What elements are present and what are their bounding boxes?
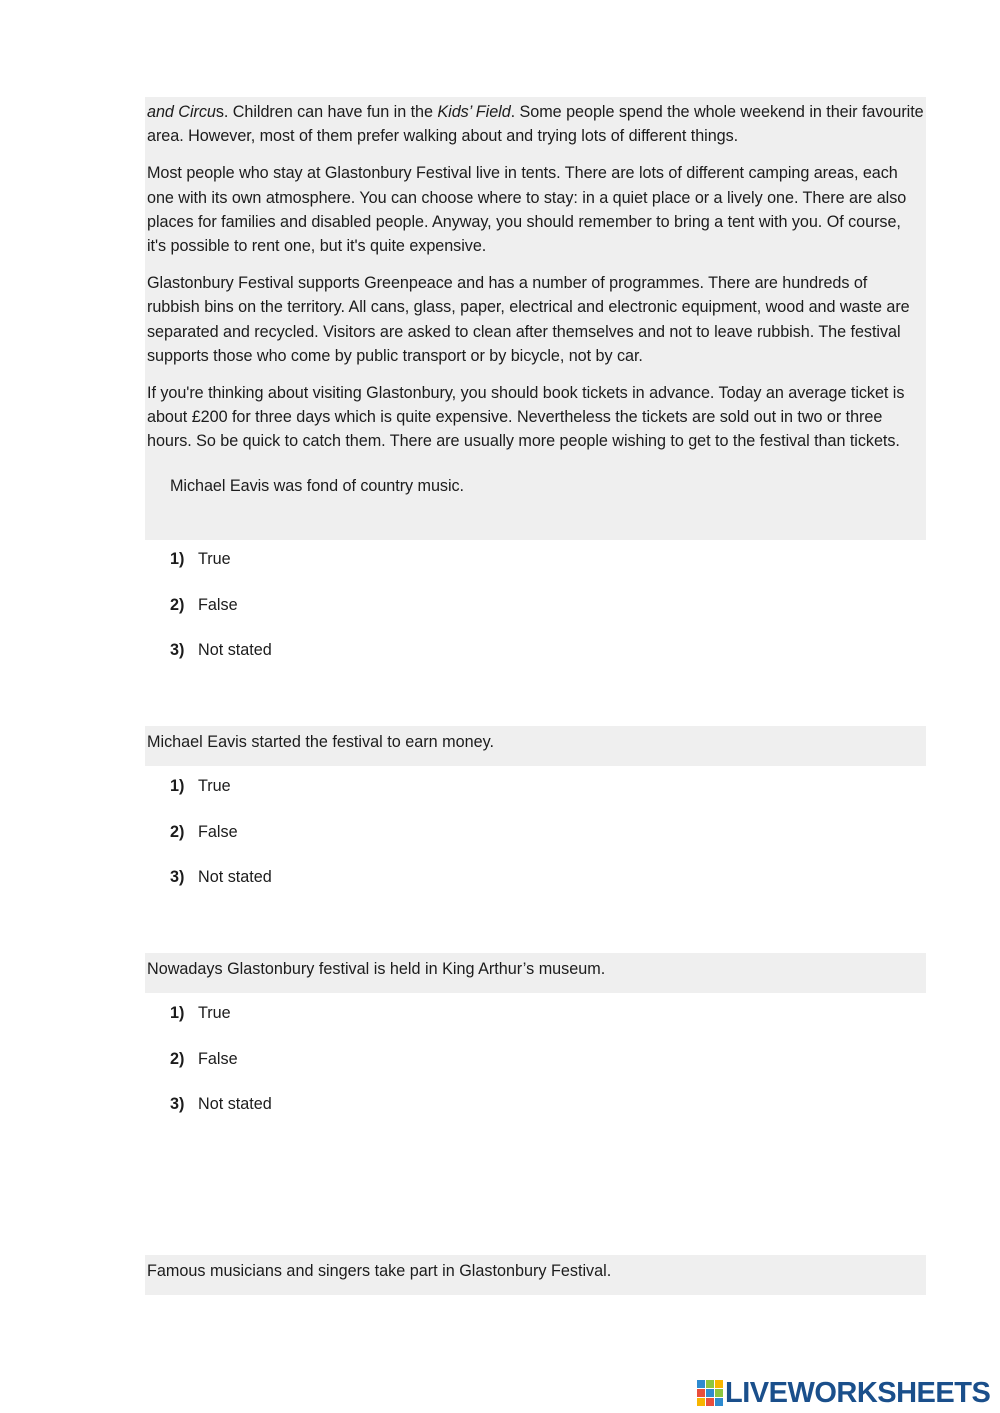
answer-option[interactable]: 3) Not stated [170,868,272,886]
paragraph-1: and Circus. Children can have fun in the Kids’ Field. Some people spend the whole weekend in their favourite area. However, most of them prefer walking about and trying lots of different things. [147,103,924,146]
answer-option[interactable]: 2) False [170,1049,238,1068]
question-1-statement: Michael Eavis was fond of country music. [170,476,464,495]
liveworksheets-logo [697,1376,990,1410]
answer-option[interactable]: 1) True [170,1004,231,1022]
question-1-options [170,548,272,685]
question-2-options [170,775,272,912]
liveworksheets-logo-icon [697,1380,723,1406]
answer-option[interactable]: 3) Not stated [170,641,272,659]
question-4-statement: Famous musicians and singers take part in Glastonbury Festival. [145,1255,926,1295]
reading-passage [145,97,926,540]
answer-option[interactable]: 2) False [170,822,238,841]
logo-wordmark: LIVEWORKSHEETS [725,1376,991,1409]
question-2-statement: Michael Eavis started the festival to earn money. [145,726,926,766]
answer-option[interactable]: 1) True [170,777,231,795]
paragraph-2: Most people who stay at Glastonbury Festival live in tents. There are lots of different camping areas, each one with its own atmosphere. You can choose where to stay: in a quiet place or a lively one. There are also places for families and disabled people. Anyway, you should remember to bring a tent with you. Of course, it's possible to rent one, but it's quite expensive. [147,164,907,256]
paragraph-4: If you're thinking about visiting Glastonbury, you should book tickets in advance. Today an average ticket is about £200 for three days which is quite expensive. Nevertheless the tickets are sold out in two or three hours. So be quick to catch them. There are usually more people wishing to get to the festival than tickets. [147,384,905,451]
answer-option[interactable]: 3) Not stated [170,1095,272,1113]
answer-option[interactable]: 2) False [170,595,238,614]
paragraph-3: Glastonbury Festival supports Greenpeace and has a number of programmes. There are hundreds of rubbish bins on the territory. All cans, glass, paper, electrical and electronic equipment, wood and waste are separated and recycled. Visitors are asked to clean after themselves and not to leave rubbish. The festival supports those who come by public transport or by bicycle, not by car. [147,274,910,365]
question-3-statement: Nowadays Glastonbury festival is held in King Arthur’s museum. [145,953,926,993]
question-3-options [170,1002,272,1139]
answer-option[interactable]: 1) True [170,550,231,568]
